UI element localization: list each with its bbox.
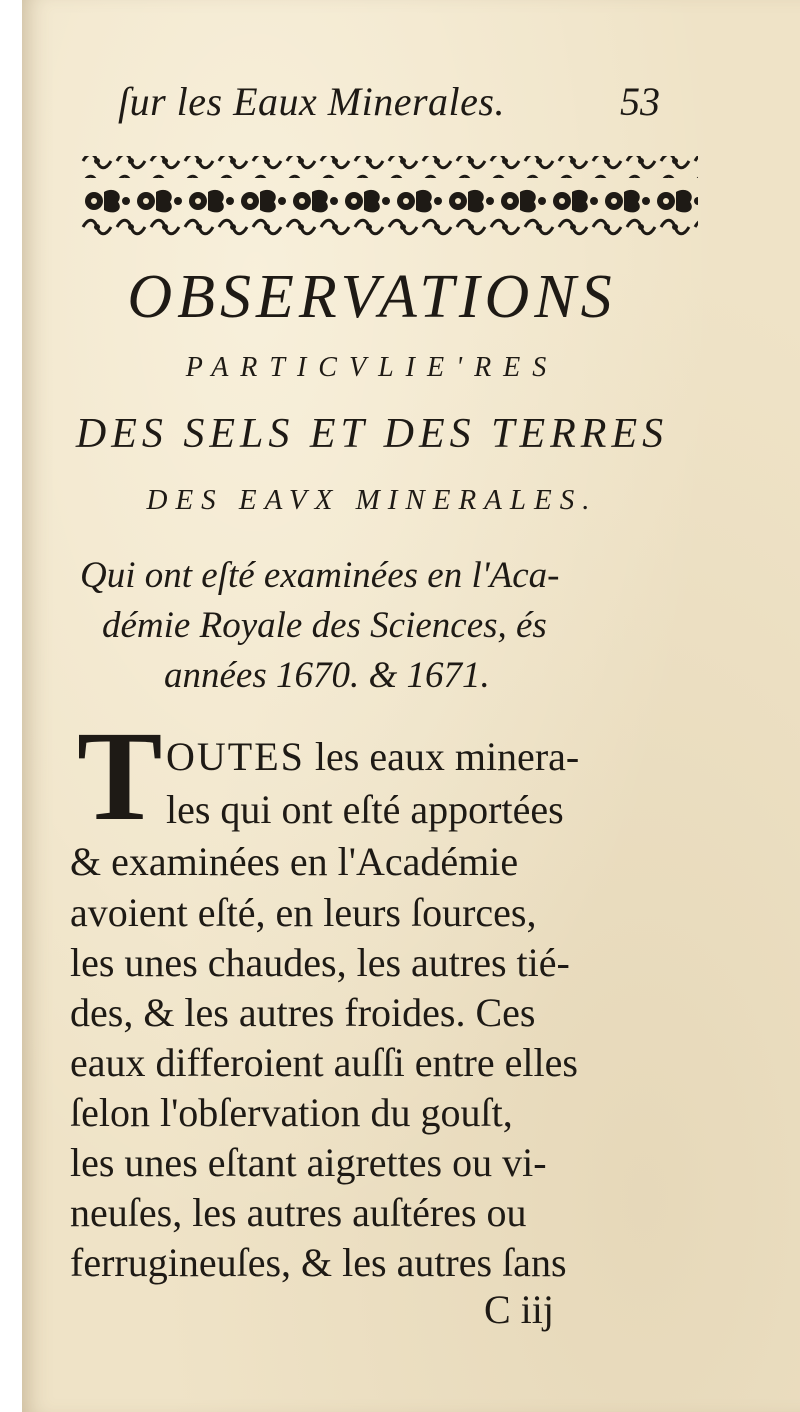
body-line-7: eaux differoient auſſi entre elles xyxy=(70,1040,578,1085)
title-main: OBSERVATIONS xyxy=(127,263,617,331)
book-page xyxy=(22,0,800,1412)
body-line-1-text: les eaux minera- xyxy=(314,734,580,779)
title-line-4: DES EAVX MINERALES. xyxy=(146,484,598,516)
decorative-headband xyxy=(80,150,698,246)
title-subheading: PARTICVLIE'RES xyxy=(185,352,559,383)
first-word-smallcaps: OUTES xyxy=(166,734,305,779)
title-line-3: DES SELS ET DES TERRES xyxy=(75,411,669,457)
body-line-3: & examinées en l'Académie xyxy=(70,839,519,884)
body-line-11: ferrugineuſes, & les autres ſans xyxy=(70,1240,567,1285)
body-line-4: avoient eſté, en leurs ſources, xyxy=(70,890,537,935)
body-line-8: ſelon l'obſervation du gouſt, xyxy=(70,1090,513,1135)
page-number: 53 xyxy=(620,79,660,124)
body-line-6: des, & les autres froides. Ces xyxy=(70,990,536,1035)
subtitle-line-2: démie Royale des Sciences, és xyxy=(102,605,547,646)
signature-mark: C iij xyxy=(484,1287,555,1332)
body-line-2: les qui ont eſté apportées xyxy=(166,787,564,832)
body-line-1 xyxy=(166,734,580,779)
body-line-9: les unes eſtant aigrettes ou vi- xyxy=(70,1140,547,1185)
body-line-10: neuſes, les autres auſtéres ou xyxy=(70,1190,527,1235)
subtitle-line-1: Qui ont eſté examinées en l'Aca- xyxy=(80,555,560,596)
running-head: ſur les Eaux Minerales. xyxy=(118,79,505,124)
subtitle-line-3: années 1670. & 1671. xyxy=(164,655,490,696)
body-line-5: les unes chaudes, les autres tié- xyxy=(70,940,570,985)
drop-cap: T xyxy=(77,705,163,847)
